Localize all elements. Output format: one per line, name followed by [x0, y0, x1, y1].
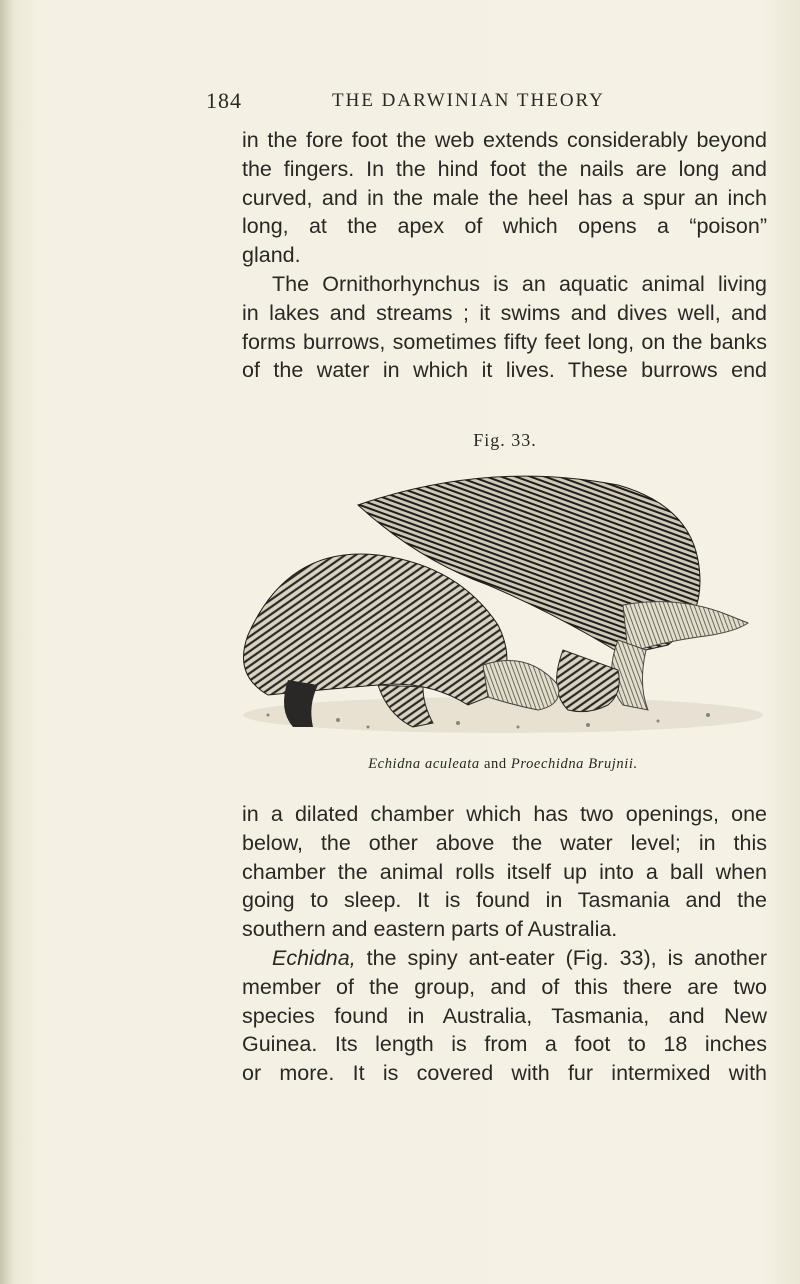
- running-head: THE DARWINIAN THEORY: [332, 90, 605, 111]
- paragraph-line: forms burrows, sometimes fifty feet long, on the banks: [242, 329, 767, 354]
- echidna-engraving: [228, 465, 776, 745]
- body-text-bottom: [242, 800, 767, 1088]
- paragraph-line: curved, and in the male the heel has a spur an inch: [242, 185, 767, 210]
- proechidna-foreleg: [557, 650, 620, 712]
- caption-species-2: Proechidna Brujnii.: [510, 756, 638, 772]
- paragraph-line: of the water in which it lives. These burrows end: [242, 358, 767, 383]
- page-number: 184: [206, 88, 242, 113]
- figure-caption: [243, 756, 763, 773]
- paragraph-line: long, at the apex of which opens a “poison”: [242, 214, 767, 239]
- ground-shadow: [243, 697, 763, 733]
- paragraph-line: the fingers. In the hind foot the nails are long and: [242, 156, 767, 181]
- paragraph-line: in the fore foot the web extends considerably beyond: [242, 128, 767, 152]
- paragraph-line: species found in Australia, Tasmania, and New: [242, 1003, 767, 1028]
- figure-label: Fig. 33.: [473, 430, 537, 450]
- paragraph-line-rest: the spiny ant-eater (Fig. 33), is another: [355, 945, 767, 970]
- body-text-top: [242, 126, 767, 385]
- caption-conjunction: and: [483, 756, 507, 772]
- echidna-term: Echidna,: [272, 945, 356, 970]
- paragraph-line: member of the group, and of this there are two: [242, 974, 767, 999]
- paragraph-line: The Ornithorhynchus is an aquatic animal living: [272, 271, 767, 296]
- paragraph-line: in lakes and streams ; it swims and dives well, and: [242, 300, 767, 325]
- paragraph-line: [242, 944, 767, 973]
- paragraph-line: southern and eastern parts of Australia.: [242, 917, 618, 942]
- caption-species-1: Echidna aculeata: [368, 756, 480, 772]
- paragraph-line: gland.: [242, 243, 301, 268]
- paragraph-line: or more. It is covered with fur intermixed with: [242, 1061, 767, 1086]
- paragraph-line: chamber the animal rolls itself up into a ball when: [242, 859, 767, 884]
- gutter-shadow: [0, 0, 14, 1284]
- paragraph-line: below, the other above the water level; in this: [242, 830, 767, 855]
- proechidna-snout: [623, 602, 748, 653]
- paragraph-line: in a dilated chamber which has two openings, one: [242, 802, 767, 826]
- paragraph-line: Guinea. Its length is from a foot to 18 inches: [242, 1032, 767, 1057]
- paragraph-line: going to sleep. It is found in Tasmania and the: [242, 888, 767, 913]
- echidna-illustration: [228, 465, 776, 745]
- page-header: [0, 88, 800, 118]
